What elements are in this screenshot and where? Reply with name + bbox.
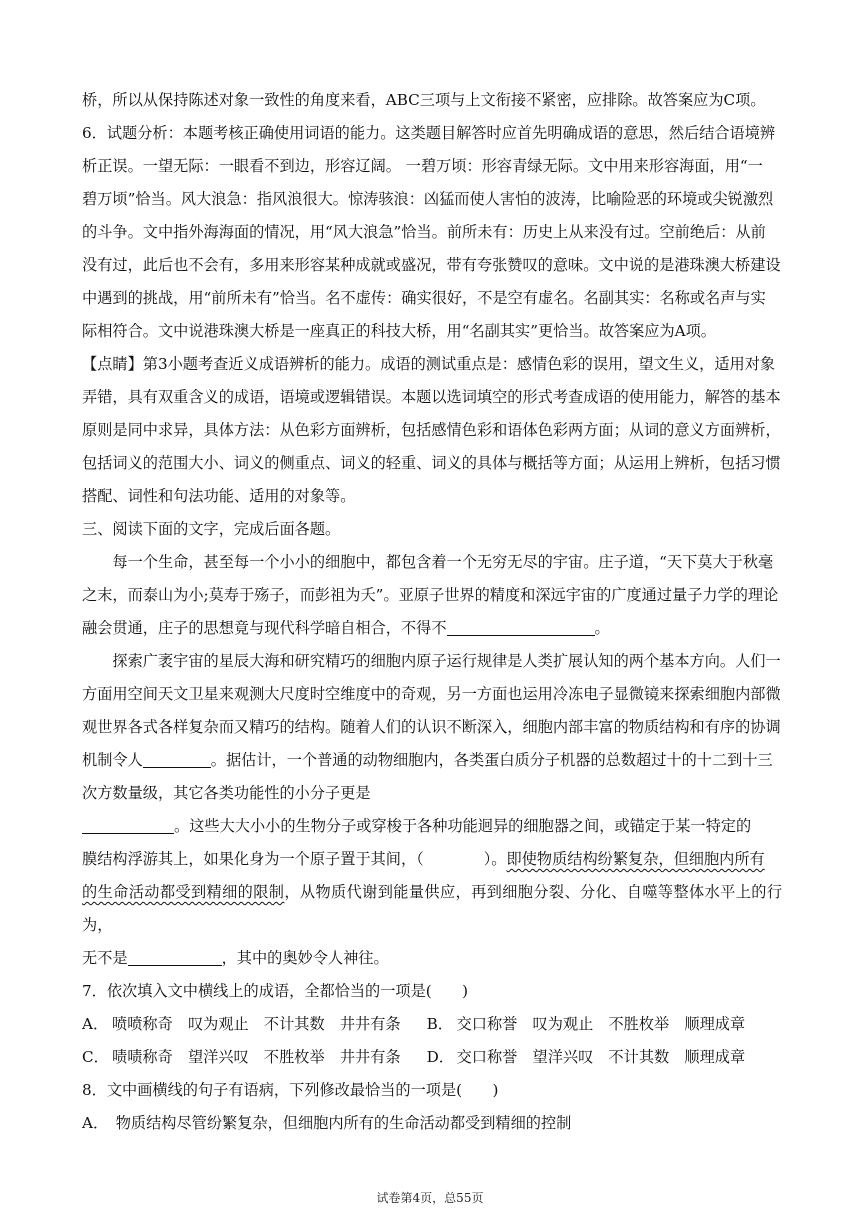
passage-line <box>82 942 782 975</box>
text-line: 碧万顷”恰当。风大浪急：指风浪很大。惊涛骇浪：凶猛而使人害怕的波涛，比喻险恶的环境或尖锐激烈 <box>82 190 774 208</box>
answer-analysis-6: 6．试题分析：本题考核正确使用词语的能力。这类题目解答时应首先明确成语的意思，然后结合语境辨 <box>82 124 776 142</box>
passage-text: 。 <box>594 619 610 637</box>
question-8: 8．文中画横线的句子有语病，下列修改最恰当的一项是( ) <box>82 1081 499 1099</box>
page-content <box>82 84 782 1140</box>
q8-option-a[interactable]: A． 物质结构尽管纷繁复杂，但细胞内所有的生命活动都受到精细的控制 <box>82 1114 572 1132</box>
text-line: 桥，所以从保持陈述对象一致性的角度来看，ABC三项与上文衔接不紧密，应排除。故答案应为C项。 <box>82 91 766 109</box>
passage-text: 膜结构浮游其上，如果化身为一个原子置于其间，（ <box>82 850 424 868</box>
text-line: 搭配、词性和句法功能、适用的对象等。 <box>82 487 356 505</box>
text-line: 没有过，此后也不会有，多用来形容某种成就或盛况，带有夸张赞叹的意味。文中说的是港珠澳大桥建设 <box>82 256 781 274</box>
passage-line: 方面用空间天文卫星来观测大尺度时空维度中的奇观，另一方面也运用冷冻电子显微镜来探索细胞内部微 <box>82 685 781 703</box>
underlined-sentence: 的生命活动都受到精细的限制 <box>82 883 285 901</box>
q7-options-row-2 <box>82 1041 782 1074</box>
underlined-sentence: 即使物质结构纷繁复杂，但细胞内所有 <box>506 850 765 868</box>
text-line: 原则是同中求异，具体方法：从色彩方面辨析，包括感情色彩和语体色彩两方面；从词的意义方面辨析， <box>82 421 781 439</box>
passage-text: 无不是 <box>82 949 128 967</box>
passage-text: ，其中的奥妙令人神往。 <box>221 949 389 967</box>
text-line: 的斗争。文中指外海海面的情况，用“风大浪急”恰当。前所未有：历史上从来没有过。空前绝后：从前 <box>82 223 766 241</box>
text-line: 际相符合。文中说港珠澳大桥是一座真正的科技大桥，用“名副其实”更恰当。故答案应为A项。 <box>82 322 716 340</box>
page-footer: 试卷第4页，总55页 <box>376 1191 484 1205</box>
q7-option-b[interactable]: B． 交口称誉 叹为观止 不胜枚举 顺理成章 <box>426 1015 746 1033</box>
fill-blank <box>447 620 595 636</box>
text-line: 弄错，具有双重含义的成语，语境或逻辑错误。本题以选词填空的形式考查成语的使用能力，解答的基本 <box>82 388 781 406</box>
q7-options-row-1 <box>82 1008 782 1041</box>
passage-text: 。这些大大小小的生物分子或穿梭于各种功能迥异的细胞器之间，或锚定于某一特定的 <box>174 817 752 835</box>
passage-line <box>82 612 782 645</box>
passage-line: 探索广袤宇宙的星辰大海和研究精巧的细胞内原子运行规律是人类扩展认知的两个基本方向。人们一 <box>112 652 781 670</box>
q7-option-d[interactable]: D． 交口称誉 望洋兴叹 不计其数 顺理成章 <box>426 1048 746 1066</box>
text-line: 中遇到的挑战，用“前所未有”恰当。名不虚传：确实很好，不是空有虚名。名副其实：名称或名声与实 <box>82 289 766 307</box>
q7-option-c[interactable]: C． 啧啧称奇 望洋兴叹 不胜枚举 井井有条 <box>82 1048 401 1066</box>
passage-line: 观世界各式各样复杂而又精巧的结构。随着人们的认识不断深入，细胞内部丰富的物质结构和有序的协调 <box>82 718 781 736</box>
fill-blank <box>128 950 222 966</box>
section-heading: 三、阅读下面的文字，完成后面各题。 <box>82 520 341 538</box>
fill-blank <box>143 752 211 768</box>
fill-blank <box>82 818 174 834</box>
passage-line <box>82 876 782 942</box>
passage-line: 之末，而泰山为小;莫寿于殇子，而彭祖为夭”。亚原子世界的精度和深远宇宙的广度通过量子力学的理论 <box>82 586 779 604</box>
passage-text: ）。 <box>483 850 507 868</box>
passage-text: 机制令人 <box>82 751 143 769</box>
passage-line: 每一个生命，甚至每一个小小的细胞中，都包含着一个无穷无尽的宇宙。庄子道，“天下莫大于秋毫 <box>112 553 774 571</box>
passage-text: 融会贯通，庄子的思想竟与现代科学暗自相合，不得不 <box>82 619 447 637</box>
passage-text: ，从物质代谢到能量供应，再到细胞分裂、分化、自噬等整体水平上的行为， <box>82 883 783 934</box>
question-7: 7．依次填入文中横线上的成语，全都恰当的一项是( ) <box>82 982 469 1000</box>
passage-line <box>82 810 782 843</box>
passage-text: 。据估计，一个普通的动物细胞内，各类蛋白质分子机器的总数超过十的十二到十三 <box>210 751 773 769</box>
q7-option-a[interactable]: A． 喷喷称奇 叹为观止 不计其数 井井有条 <box>82 1015 401 1033</box>
text-line: 包括词义的范围大小、词义的侧重点、词义的轻重、词义的具体与概括等方面；从运用上辨析，包括习惯 <box>82 454 781 472</box>
passage-line <box>82 843 782 876</box>
passage-line <box>82 744 782 777</box>
text-line: 析正误。一望无际：一眼看不到边，形容辽阔。 一碧万顷：形容青绿无际。文中用来形容海面，用“一 <box>82 157 763 175</box>
dianjing-note: 【点睛】第3小题考查近义成语辨析的能力。成语的测试重点是：感情色彩的误用，望文生义，适用对象 <box>82 355 776 373</box>
passage-line: 次方数量级，其它各类功能性的小分子更是 <box>82 784 371 802</box>
